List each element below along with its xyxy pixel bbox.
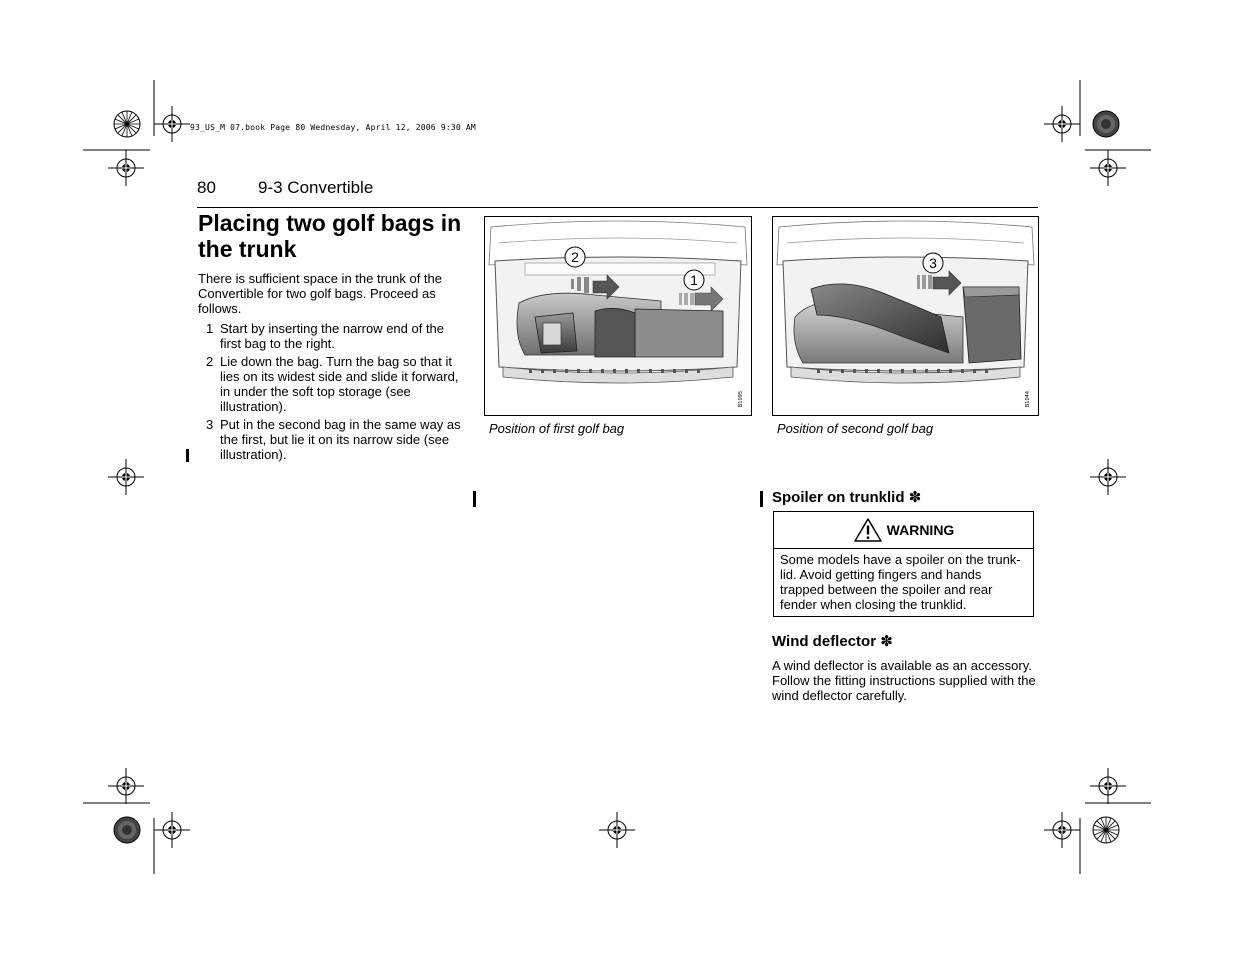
accessory-mark-icon: ✽ (908, 489, 922, 506)
callout-1: 1 (690, 272, 698, 288)
figure-caption-2: Position of second golf bag (777, 421, 934, 436)
callout-3: 3 (929, 255, 937, 271)
wind-deflector-heading (772, 632, 893, 650)
step-number: 1 (206, 321, 214, 336)
list-item (198, 354, 463, 414)
warning-box (773, 511, 1034, 617)
warning-label: WARNING (886, 522, 955, 538)
warning-header (774, 512, 1033, 549)
callout-2: 2 (571, 249, 579, 265)
list-item (198, 321, 463, 351)
figure-caption-1: Position of first golf bag (489, 421, 625, 436)
page-title: Placing two golf bags in the trunk (198, 210, 462, 262)
accessory-mark-icon: ✽ (880, 633, 893, 650)
print-slug-line: 93_US_M 07.book Page 80 Wednesday, April 12, 2006 9:30 AM (190, 123, 476, 132)
trunk-illustration-2 (773, 217, 1038, 415)
change-bar (186, 449, 189, 462)
section-title: 9-3 Convertible (258, 178, 374, 197)
steps-list (198, 321, 463, 465)
wind-deflector-text: A wind deflector is available as an accessory. Follow the fitting instructions supplied with the wind deflector carefully. (772, 658, 1036, 703)
figure-first-golf-bag (484, 216, 752, 416)
warning-text: Some models have a spoiler on the trunk-lid. Avoid getting fingers and hands trapped between the spoiler and rear fender when closing the trunklid. (780, 552, 1021, 612)
step-number: 3 (206, 417, 214, 432)
figure-second-golf-bag (772, 216, 1039, 416)
spoiler-heading (772, 488, 921, 506)
intro-paragraph: There is sufficient space in the trunk of the Convertible for two golf bags. Proceed as follows. (198, 271, 443, 316)
change-bar (473, 491, 476, 507)
spoiler-heading-text: Spoiler on trunklid (772, 489, 905, 506)
step-text: Lie down the bag. Turn the bag so that it lies on its widest side and slide it forward, in under the soft top storage (see illustration). (220, 354, 459, 414)
list-item (198, 417, 463, 462)
change-bar (760, 491, 763, 507)
page-number: 80 (197, 178, 216, 197)
figure-code: B1095 (738, 391, 744, 408)
step-number: 2 (206, 354, 214, 369)
step-text: Put in the second bag in the same way as the first, but lie it on its narrow side (see illustration). (220, 417, 461, 462)
header-rule (197, 207, 1038, 208)
warning-triangle-icon (853, 517, 883, 543)
step-text: Start by inserting the narrow end of the first bag to the right. (220, 321, 445, 351)
figure-code: B1044 (1025, 391, 1031, 408)
trunk-illustration-1 (485, 217, 751, 415)
wind-deflector-heading-text: Wind deflector (772, 633, 877, 650)
